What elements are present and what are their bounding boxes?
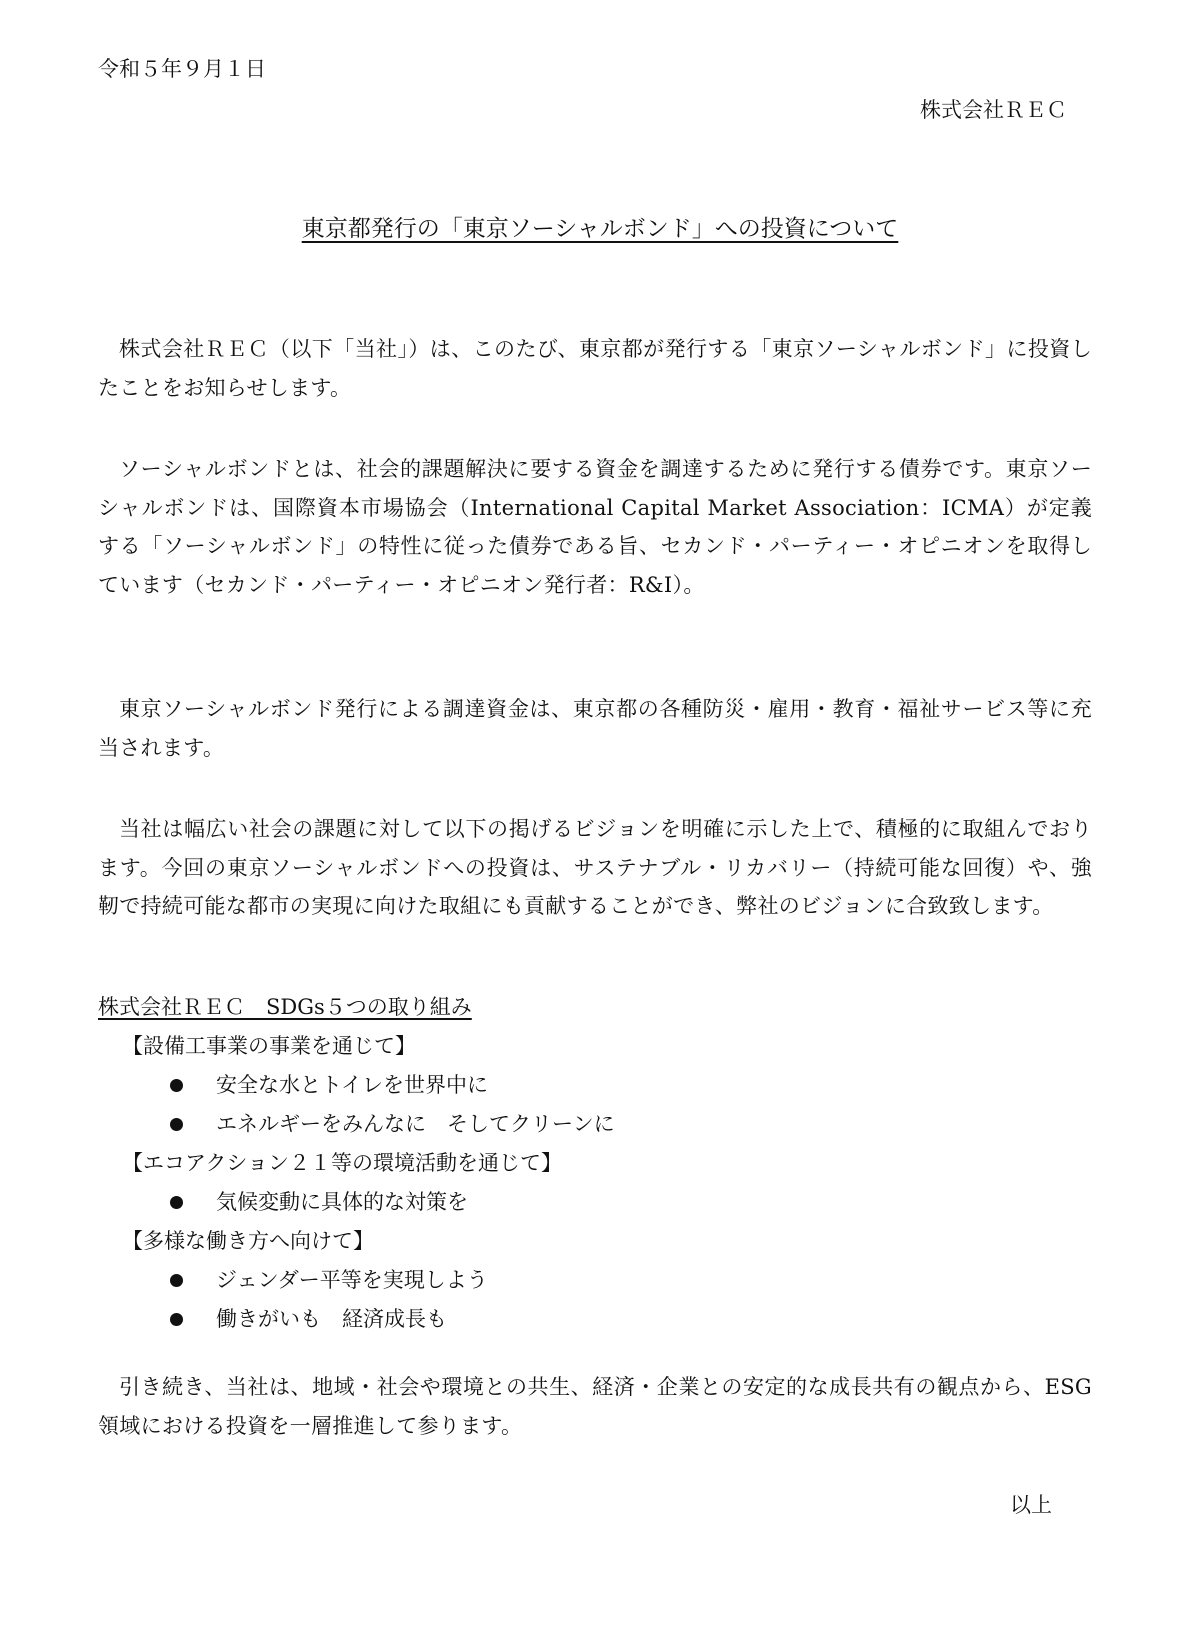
sdgs-group bbox=[98, 1222, 1098, 1339]
sdgs-item bbox=[98, 1183, 1098, 1222]
issuer-company: 株式会社ＲＥＣ bbox=[920, 98, 1067, 122]
sdgs-item-text: 気候変動に具体的な対策を bbox=[216, 1189, 468, 1214]
sdgs-group bbox=[98, 1144, 1098, 1222]
sdgs-item-list bbox=[98, 1261, 1098, 1339]
bullet-icon bbox=[170, 1196, 183, 1209]
sdgs-item-text: 働きがいも 経済成長も bbox=[216, 1306, 447, 1331]
paragraph-company-vision: 当社は幅広い社会の課題に対して以下の掲げるビジョンを明確に示した上で、積極的に取組んでおります。今回の東京ソーシャルボンドへの投資は、サステナブル・リカバリー（持続可能な回復）や、強靭で持続可能な都市の実現に向けた取組にも貢献することができ、弊社のビジョンに合致致します。 bbox=[98, 817, 1092, 918]
sdgs-group bbox=[98, 1027, 1098, 1144]
sdgs-group-label: 【多様な働き方へ向けて】 bbox=[122, 1228, 374, 1253]
sdgs-section bbox=[98, 988, 1098, 1339]
sdgs-item bbox=[98, 1261, 1098, 1300]
issue-date: 令和５年９月１日 bbox=[98, 57, 266, 81]
document-title-text: 東京都発行の「東京ソーシャルボンド」への投資について bbox=[301, 216, 899, 242]
sdgs-item-text: 安全な水とトイレを世界中に bbox=[216, 1072, 488, 1097]
sdgs-item-list bbox=[98, 1066, 1098, 1144]
document-title bbox=[0, 212, 1200, 246]
sdgs-item-list bbox=[98, 1183, 1098, 1222]
closing-mark: 以上 bbox=[1010, 1493, 1052, 1517]
bullet-icon bbox=[170, 1274, 183, 1287]
bullet-icon bbox=[170, 1118, 183, 1131]
sdgs-item bbox=[98, 1105, 1098, 1144]
sdgs-item-text: エネルギーをみんなに そしてクリーンに bbox=[216, 1111, 615, 1136]
sdgs-group-label: 【エコアクション２１等の環境活動を通じて】 bbox=[122, 1150, 562, 1175]
sdgs-group-label: 【設備工事業の事業を通じて】 bbox=[122, 1033, 416, 1058]
paragraph-announcement: 株式会社ＲＥＣ（以下「当社」）は、このたび、東京都が発行する「東京ソーシャルボンド」に投資したことをお知らせします。 bbox=[98, 337, 1092, 400]
sdgs-heading: 株式会社ＲＥＣ SDGs５つの取り組み bbox=[98, 995, 472, 1019]
sdgs-item bbox=[98, 1300, 1098, 1339]
sdgs-item-text: ジェンダー平等を実現しよう bbox=[216, 1267, 488, 1292]
paragraph-social-bond-definition: ソーシャルボンドとは、社会的課題解決に要する資金を調達するために発行する債券です。東京ソーシャルボンドは、国際資本市場協会（International Capital Market Association：ICMA）が定義する「ソーシャルボンド」の特性に従った債券である旨、セカンド・パーティー・オピニオンを取得しています（セカンド・パーティー・オピニオン発行者：R&I）。 bbox=[98, 457, 1092, 597]
paragraph-closing: 引き続き、当社は、地域・社会や環境との共生、経済・企業との安定的な成長共有の観点から、ESG領域における投資を一層推進して参ります。 bbox=[98, 1375, 1092, 1438]
sdgs-item bbox=[98, 1066, 1098, 1105]
paragraph-use-of-proceeds: 東京ソーシャルボンド発行による調達資金は、東京都の各種防災・雇用・教育・福祉サービス等に充当されます。 bbox=[98, 697, 1092, 760]
bullet-icon bbox=[170, 1313, 183, 1326]
bullet-icon bbox=[170, 1079, 183, 1092]
